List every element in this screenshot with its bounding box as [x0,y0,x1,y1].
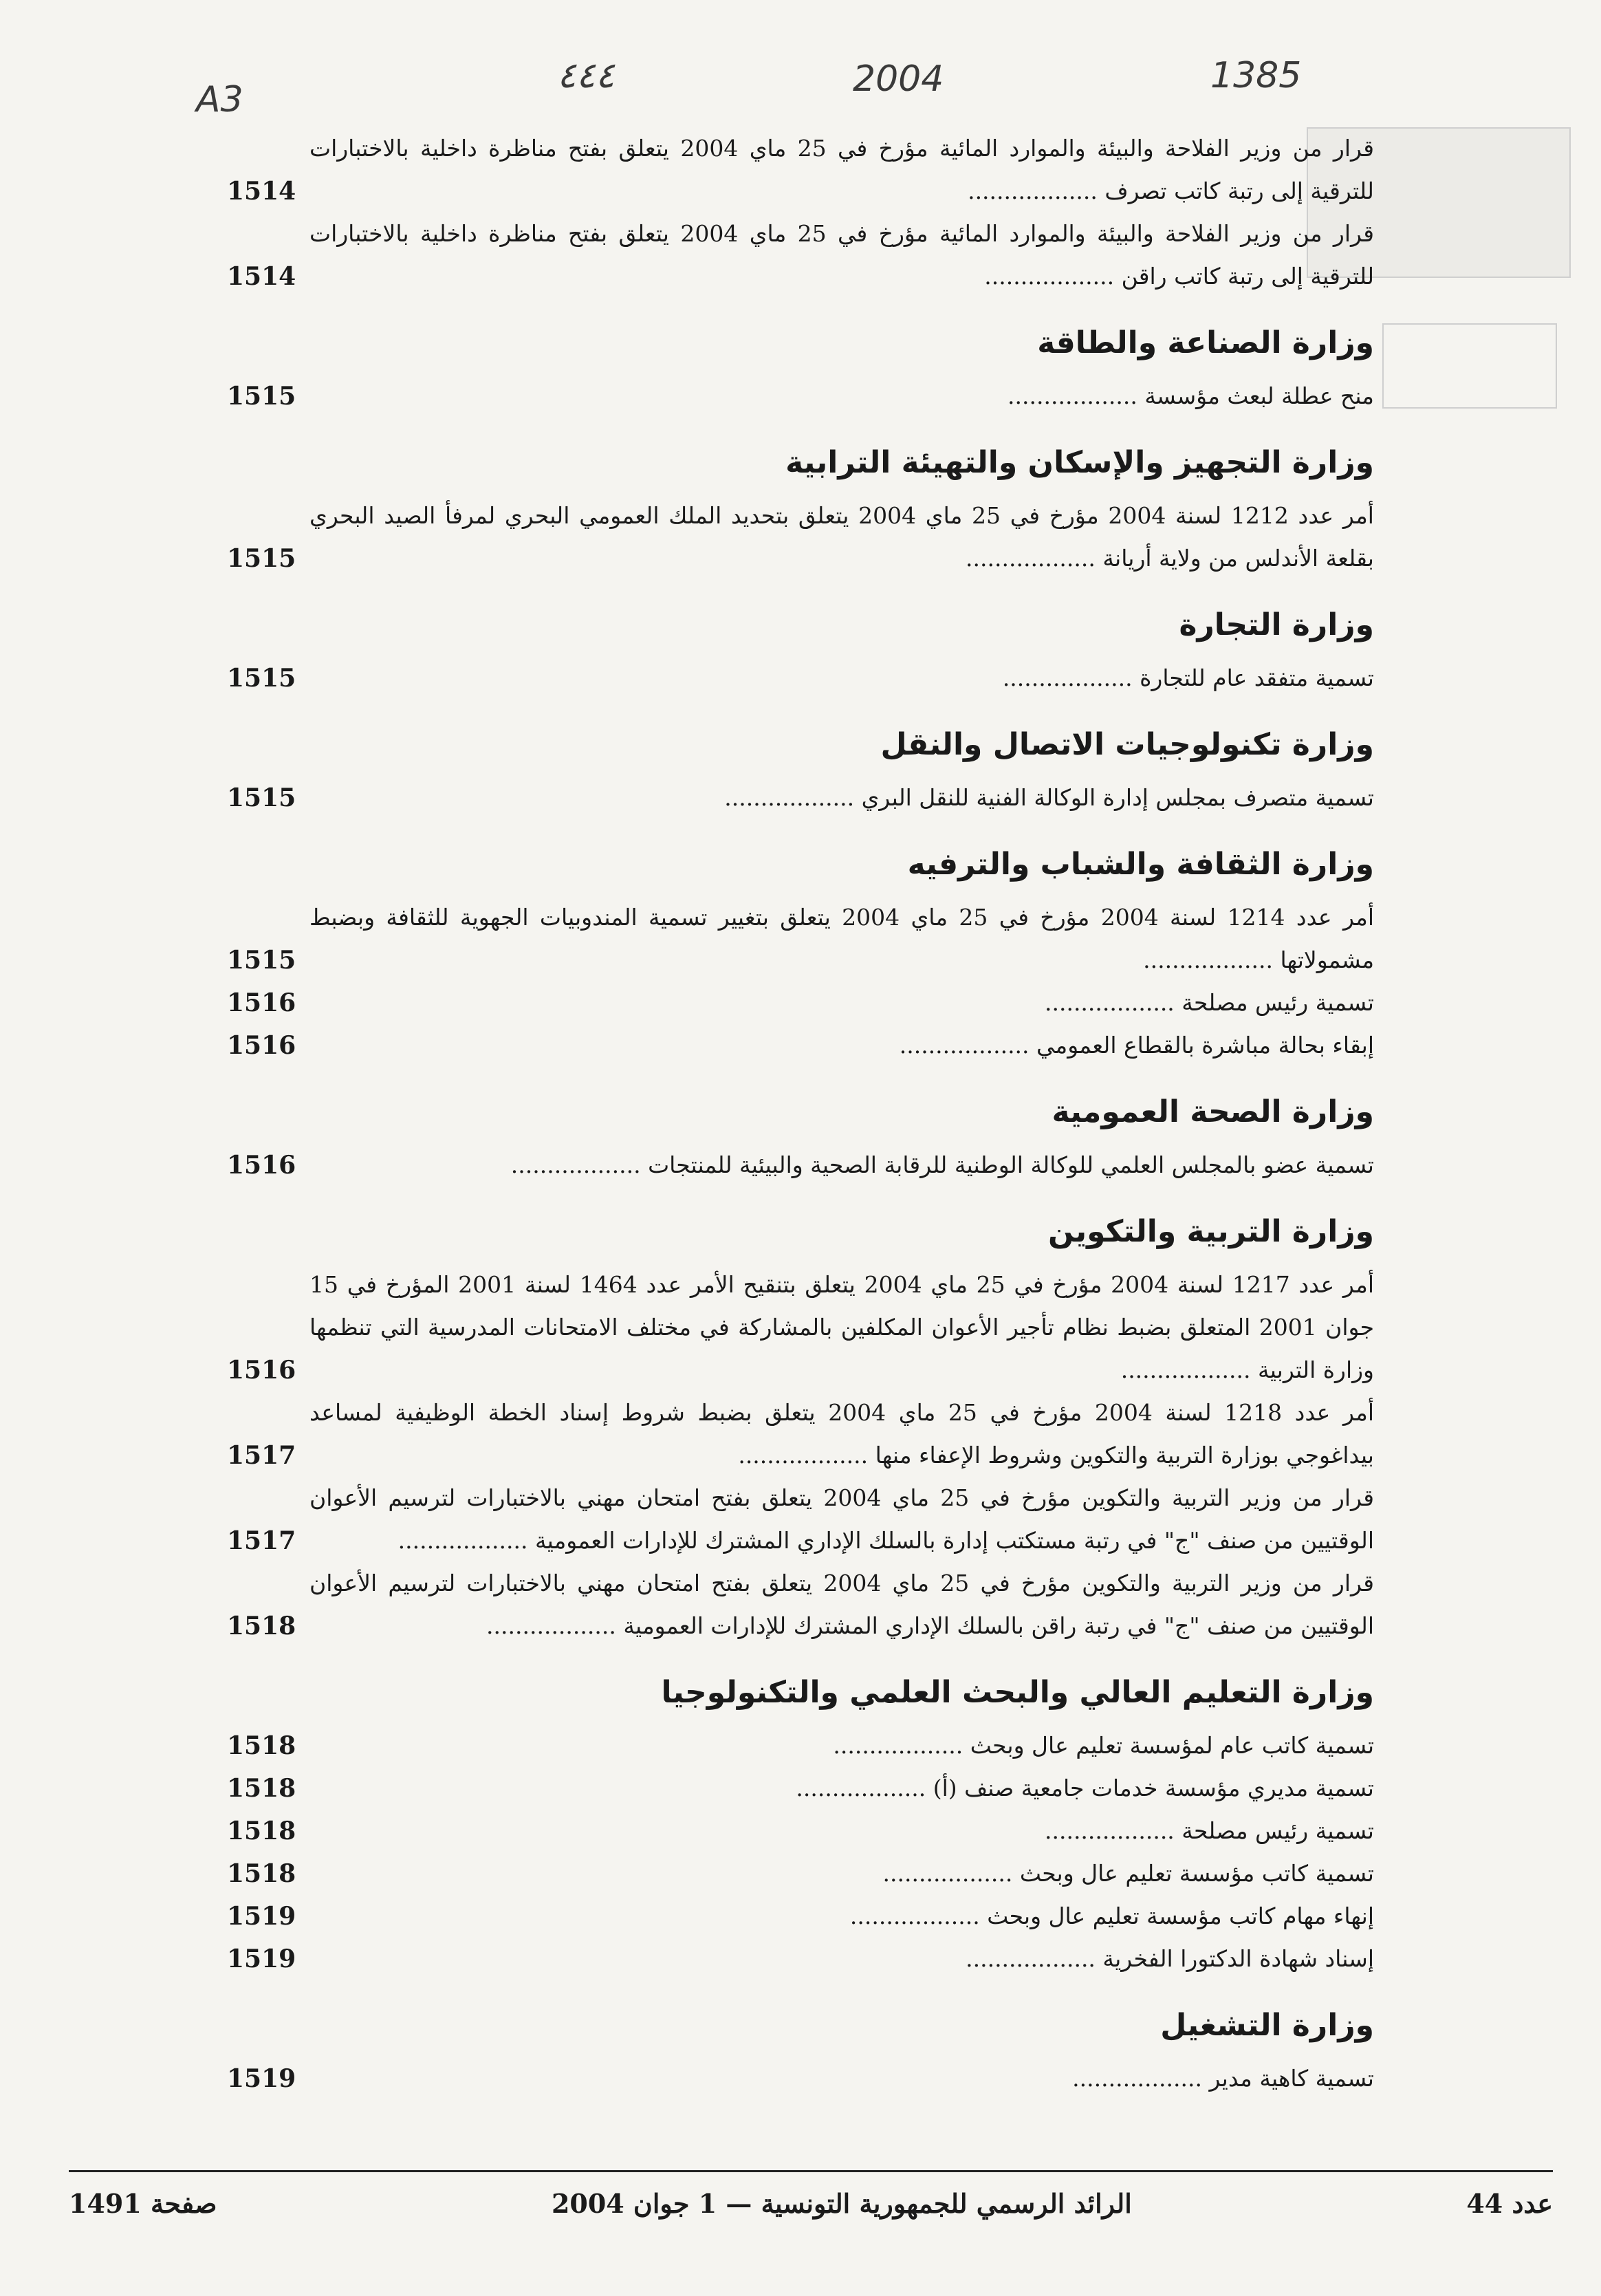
dot-leader: .................. [1120,1356,1259,1383]
dot-leader: .................. [510,1151,649,1178]
page-footer [69,2170,1553,2227]
toc-section [227,1090,1374,1187]
entry-page-number: 1517 [227,1526,296,1555]
dot-leader: .................. [1072,2065,1210,2092]
entry-text [227,1264,1374,1391]
toc-entry [227,1562,1374,1647]
entry-text-content: قرار من وزير التربية والتكوين مؤرخ في 25 ماي 2004 يتعلق بفتح امتحان مهني بالاختبارات لترسيم الأعوان الوقتيين من صنف "ج" في رتبة راقن بالسلك الإداري المشترك للإدارات العمومية [309,1570,1374,1639]
entry-page-number: 1518 [227,1859,296,1888]
entry-page-number: 1515 [227,382,296,411]
entry-page-number: 1514 [227,177,296,206]
entry-text [227,1810,1374,1852]
footer-journal: الرائد الرسمي للجمهورية التونسية — 1 جوان 2004 [551,2187,1132,2219]
toc-section [227,2004,1374,2100]
dot-leader: .................. [1044,1817,1182,1844]
section-title: وزارة التربية والتكوين [1047,1214,1374,1249]
entry-page-number: 1515 [227,946,296,975]
entry-text [227,375,1374,418]
entry-text-content: تسمية متصرف بمجلس إدارة الوكالة الفنية للنقل البري [861,784,1374,811]
toc-section [227,843,1374,1067]
toc-entry [227,1810,1374,1852]
dot-leader: .................. [966,545,1103,572]
footer-page: صفحة 1491 [69,2187,217,2219]
dot-leader: .................. [796,1775,933,1801]
toc-entry [227,777,1374,819]
dot-leader: .................. [882,1860,1020,1887]
entry-text [227,1144,1374,1187]
entry-page-number: 1516 [227,1356,296,1385]
entry-text-content: تسمية رئيس مصلحة [1181,989,1374,1016]
toc-entry [227,1895,1374,1938]
toc-entry [227,127,1374,213]
toc-section [227,603,1374,700]
entry-text-content: أمر عدد 1212 لسنة 2004 مؤرخ في 25 ماي 2004 يتعلق بتحديد الملك العمومي البحري لمرفأ الصيد البحري بقلعة الأندلس من ولاية أريانة [309,502,1374,572]
toc-entry [227,1938,1374,1980]
entry-text-content: أمر عدد 1217 لسنة 2004 مؤرخ في 25 ماي 2004 يتعلق بتنقيح الأمر عدد 1464 لسنة 2001 المؤرخ في 15 جوان 2001 المتعلق بضبط نظام تأجير الأعوان المكلفين بالمشاركة في مختلف الامتحانات المدرسية التي تنظمها وزارة التربية [309,1271,1375,1383]
entry-text [227,1391,1374,1477]
bleed-through-box [1382,323,1557,409]
dot-leader: .................. [397,1527,535,1554]
toc-entry [227,1477,1374,1562]
entry-page-number: 1516 [227,988,296,1017]
toc-entry [227,657,1374,700]
dot-leader: .................. [1044,989,1182,1016]
handwritten-note-number: 1385 [1210,55,1302,96]
entry-page-number: 1518 [227,1774,296,1803]
dot-leader: .................. [899,1032,1037,1059]
entry-text [227,1938,1374,1980]
dot-leader: .................. [849,1903,988,1929]
entry-page-number: 1519 [227,1945,296,1973]
entry-page-number: 1516 [227,1031,296,1060]
dot-leader: .................. [1002,664,1140,691]
entry-text [227,495,1374,580]
section-title: وزارة الصناعة والطاقة [1037,325,1374,360]
entry-text [227,1724,1374,1767]
toc-entry [227,375,1374,418]
entry-text [227,1477,1374,1562]
entry-text [227,657,1374,700]
dot-leader: .................. [486,1612,624,1639]
section-title: وزارة التجهيز والإسكان والتهيئة الترابية [785,445,1374,480]
section-title: وزارة التجارة [1179,607,1374,642]
entry-text-content: قرار من وزير الفلاحة والبيئة والموارد المائية مؤرخ في 25 ماي 2004 يتعلق بفتح مناظرة داخلية بالاختبارات للترقية إلى رتبة كاتب راقن [309,220,1374,290]
toc-section [227,321,1374,418]
entry-text-content: إبقاء بحالة مباشرة بالقطاع العمومي [1036,1032,1374,1059]
section-title: وزارة تكنولوجيات الاتصال والنقل [880,727,1374,762]
section-title: وزارة الثقافة والشباب والترفيه [907,847,1374,882]
entry-page-number: 1515 [227,544,296,573]
entry-text [227,1895,1374,1938]
toc-entry [227,1767,1374,1810]
toc-entry [227,1852,1374,1895]
section-title: وزارة الصحة العمومية [1052,1094,1374,1129]
footer-issue: عدد 44 [1466,2187,1553,2219]
entry-text [227,1767,1374,1810]
handwritten-note-year: 2004 [853,58,944,100]
entry-text-content: أمر عدد 1214 لسنة 2004 مؤرخ في 25 ماي 2004 يتعلق بتغيير تسمية المندوبيات الجهوية للثقافة وبضبط مشمولاتها [309,904,1375,973]
dot-leader: .................. [966,1945,1103,1972]
entry-page-number: 1514 [227,262,296,291]
dot-leader: .................. [984,263,1122,290]
handwritten-note-a3: A3 [196,79,243,120]
entry-text [227,2057,1374,2100]
toc-entry [227,1024,1374,1067]
dot-leader: .................. [738,1442,875,1469]
entry-text [227,1024,1374,1067]
toc-entry [227,896,1374,982]
toc-entry [227,495,1374,580]
toc-entry [227,2057,1374,2100]
dot-leader: .................. [833,1732,970,1759]
entry-text-content: تسمية متفقد عام للتجارة [1140,664,1374,691]
entry-text-content: منح عطلة لبعث مؤسسة [1144,382,1374,409]
entry-text-content: تسمية عضو بالمجلس العلمي للوكالة الوطنية للرقابة الصحية والبيئية للمنتجات [648,1151,1374,1178]
entry-page-number: 1516 [227,1151,296,1180]
dot-leader: .................. [724,784,862,811]
entry-text [227,777,1374,819]
table-of-contents [227,127,1374,2123]
entry-page-number: 1515 [227,664,296,693]
toc-entry [227,1144,1374,1187]
section-title: وزارة التعليم العالي والبحث العلمي والتكنولوجيا [661,1675,1374,1710]
entry-page-number: 1518 [227,1731,296,1760]
entry-page-number: 1517 [227,1441,296,1470]
entry-text-content: إنهاء مهام كاتب مؤسسة تعليم عال وبحث [987,1903,1374,1929]
entry-text [227,1852,1374,1895]
entry-text [227,213,1374,298]
toc-section [227,441,1374,580]
entry-text [227,982,1374,1024]
toc-section [227,1671,1374,1980]
entry-page-number: 1519 [227,1902,296,1931]
entry-page-number: 1518 [227,1612,296,1640]
section-title: وزارة التشغيل [1160,2008,1374,2043]
entry-text-content: تسمية كاهية مدير [1209,2065,1374,2092]
entry-text-content: تسمية كاتب عام لمؤسسة تعليم عال وبحث [970,1732,1374,1759]
toc-section [227,1210,1374,1647]
toc-entry [227,982,1374,1024]
entry-text-content: قرار من وزير التربية والتكوين مؤرخ في 25 ماي 2004 يتعلق بفتح امتحان مهني بالاختبارات لترسيم الأعوان الوقتيين من صنف "ج" في رتبة مستكتب إدارة بالسلك الإداري المشترك للإدارات العمومية [309,1484,1374,1554]
entry-text-content: تسمية رئيس مصلحة [1181,1817,1374,1844]
entry-text-content: أمر عدد 1218 لسنة 2004 مؤرخ في 25 ماي 2004 يتعلق بضبط شروط إسناد الخطة الوظيفية لمساعد بيداغوجي بوزارة التربية والتكوين وشروط الإعفاء منها [309,1399,1374,1469]
entry-page-number: 1518 [227,1817,296,1845]
toc-entry [227,1391,1374,1477]
dot-leader: .................. [968,177,1105,204]
dot-leader: .................. [1143,946,1281,973]
entry-text-content: تسمية مديري مؤسسة خدمات جامعية صنف (أ) [933,1775,1374,1801]
toc-entry [227,1264,1374,1391]
toc-entry [227,213,1374,298]
toc-entry [227,1724,1374,1767]
entry-text [227,127,1374,213]
entry-text [227,1562,1374,1647]
entry-page-number: 1515 [227,783,296,812]
toc-section [227,723,1374,819]
entry-text-content: تسمية كاتب مؤسسة تعليم عال وبحث [1019,1860,1374,1887]
dot-leader: .................. [1008,382,1145,409]
toc-section [227,127,1374,298]
entry-text [227,896,1374,982]
handwritten-note-issue: ٤٤٤ [557,55,615,96]
entry-page-number: 1519 [227,2064,296,2093]
entry-text-content: إسناد شهادة الدكتورا الفخرية [1102,1945,1374,1972]
entry-text-content: قرار من وزير الفلاحة والبيئة والموارد المائية مؤرخ في 25 ماي 2004 يتعلق بفتح مناظرة داخلية بالاختبارات للترقية إلى رتبة كاتب تصرف [309,135,1374,204]
